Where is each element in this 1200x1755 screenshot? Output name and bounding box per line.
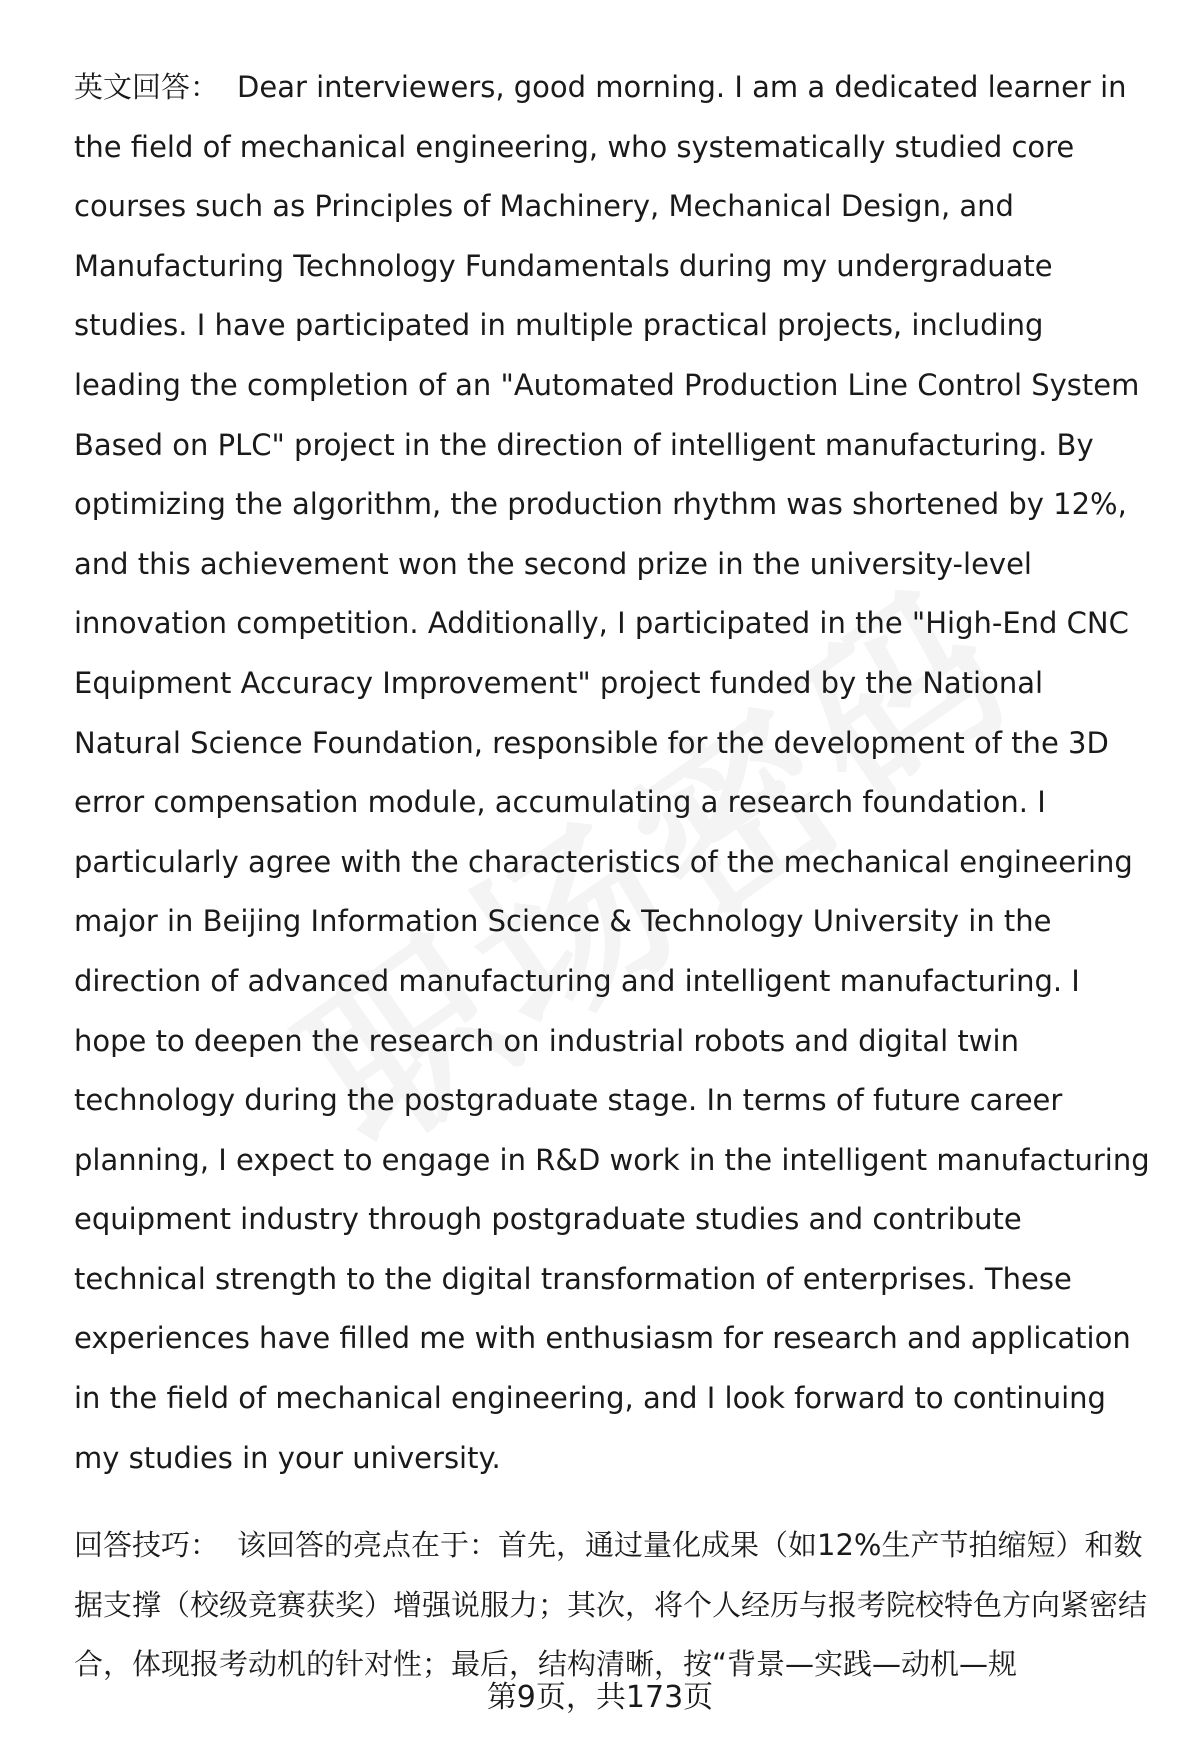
page-number: 第9页，共173页 <box>486 1680 714 1715</box>
english-answer-paragraph <box>74 58 1159 1488</box>
answer-tips-paragraph <box>74 1516 1159 1695</box>
answer-tips-text: 该回答的亮点在于：首先，通过量化成果（如12%生产节拍缩短）和数据支撑（校级竞赛获奖）增强说服力；其次，将个人经历与报考院校特色方向紧密结合，体现报考动机的针对性；最后，结构清晰，按“背景—实践—动机—规 <box>74 1528 1148 1682</box>
english-answer-text: Dear interviewers, good morning. I am a dedicated learner in the field of mechanical engineering, who systematically studied core courses such as Principles of Machinery, Mechanical Design, and Manufacturing Technology Fundamentals during my undergraduate studies. I have participated in multiple practical projects, including leading the completion of an "Automated Production Line Control System Based on PLC" project in the direction of intelligent manufacturing. By optimizing the algorithm, the production rhythm was shortened by 12%, and this achievement won the second prize in the university-level innovation competition. Additionally, I participated in the "High-End CNC Equipment Accuracy Improvement" project funded by the National Natural Science Foundation, responsible for the development of the 3D error compensation module, accumulating a research foundation. I particularly agree with the characteristics of the mechanical engineering major in Beijing Information Science & Technology University in the direction of advanced manufacturing and intelligent manufacturing. I hope to deepen the research on industrial robots and digital twin technology during the postgraduate stage. In terms of future career planning, I expect to engage in R&D work in the intelligent manufacturing equipment industry through postgraduate studies and contribute technical strength to the digital transformation of enterprises. These experiences have filled me with enthusiasm for research and application in the field of mechanical engineering, and I look forward to continuing my studies in your university. <box>74 70 1150 1475</box>
page-content <box>74 58 1159 1695</box>
answer-tips-label: 回答技巧： <box>74 1528 220 1563</box>
english-answer-label: 英文回答： <box>74 70 220 104</box>
